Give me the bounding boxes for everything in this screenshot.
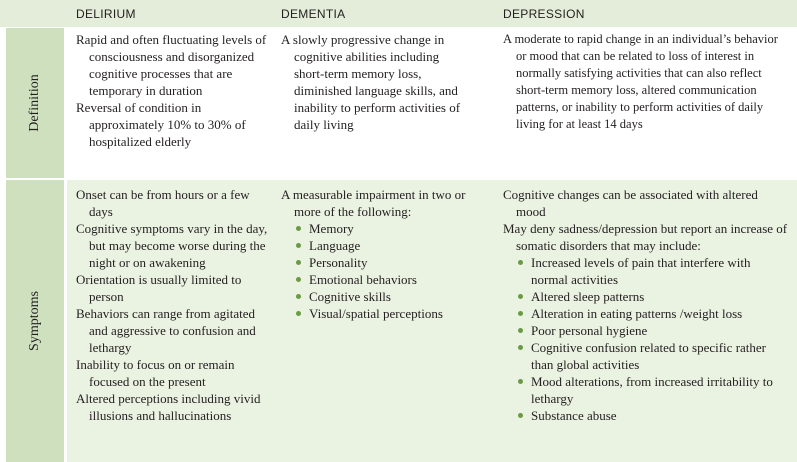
symptom-item: Onset can be from hours or a few days — [76, 187, 250, 219]
dementia-bullet-list — [281, 220, 481, 322]
definition-depression-cell — [503, 31, 788, 133]
depression-bullet-list — [503, 254, 788, 424]
definition-delirium-cell — [76, 31, 270, 150]
symptom-item: Orientation is usually limited to person — [76, 272, 242, 304]
header-depression: DEPRESSION — [503, 7, 585, 21]
definition-delirium-text: Rapid and often fluctuating levels of consciousness and disorganized cognitive processes that are temporary in duration — [76, 32, 267, 98]
header-delirium: DELIRIUM — [76, 7, 136, 21]
list-item: Altered sleep patterns — [517, 288, 788, 305]
definition-dementia-text: A slowly progressive change in cognitive abilities including short-term memory loss, diminished language skills, and inability to perform activities of daily living — [281, 32, 461, 132]
symptom-item: May deny sadness/depression but report an increase of somatic disorders that may include: — [503, 221, 788, 253]
symptoms-depression-cell — [503, 186, 788, 424]
symptoms-label: Symptoms — [27, 291, 42, 351]
list-item: Mood alterations, from increased irritability to lethargy — [517, 373, 788, 407]
definition-row-label — [6, 28, 64, 178]
list-item: Increased levels of pain that interfere with normal activities — [517, 254, 788, 288]
list-item: Alteration in eating patterns /weight loss — [517, 305, 788, 322]
symptom-intro: A measurable impairment in two or more of the following: — [281, 187, 466, 219]
symptom-item: Inability to focus on or remain focused on the present — [76, 357, 235, 389]
list-item: Substance abuse — [517, 407, 788, 424]
list-item: Visual/spatial perceptions — [295, 305, 481, 322]
symptoms-row-label — [6, 180, 64, 462]
list-item: Cognitive confusion related to specific rather than global activities — [517, 339, 788, 373]
list-item: Language — [295, 237, 481, 254]
definition-depression-text: A moderate to rapid change in an individual’s behavior or mood that can be related to loss of interest in normally satisfying activities that can also reflect short-term memory loss, altered communication patterns, or inability to perform activities of daily living for at least 14 days — [503, 32, 778, 131]
symptom-item: Behaviors can range from agitated and aggressive to confusion and lethargy — [76, 306, 256, 355]
list-item: Emotional behaviors — [295, 271, 481, 288]
definition-label: Definition — [27, 74, 42, 132]
header-row — [0, 0, 797, 27]
definition-delirium-text: Reversal of condition in approximately 10% to 30% of hospitalized elderly — [76, 100, 246, 149]
symptom-item: Altered perceptions including vivid illusions and hallucinations — [76, 391, 261, 423]
symptom-item: Cognitive changes can be associated with altered mood — [503, 187, 758, 219]
definition-dementia-cell — [281, 31, 471, 133]
list-item: Poor personal hygiene — [517, 322, 788, 339]
list-item: Personality — [295, 254, 481, 271]
list-item: Cognitive skills — [295, 288, 481, 305]
symptoms-delirium-cell — [76, 186, 270, 424]
symptoms-dementia-cell — [281, 186, 481, 322]
header-dementia: DEMENTIA — [281, 7, 346, 21]
list-item: Memory — [295, 220, 481, 237]
symptom-item: Cognitive symptoms vary in the day, but may become worse during the night or on awakening — [76, 221, 268, 270]
